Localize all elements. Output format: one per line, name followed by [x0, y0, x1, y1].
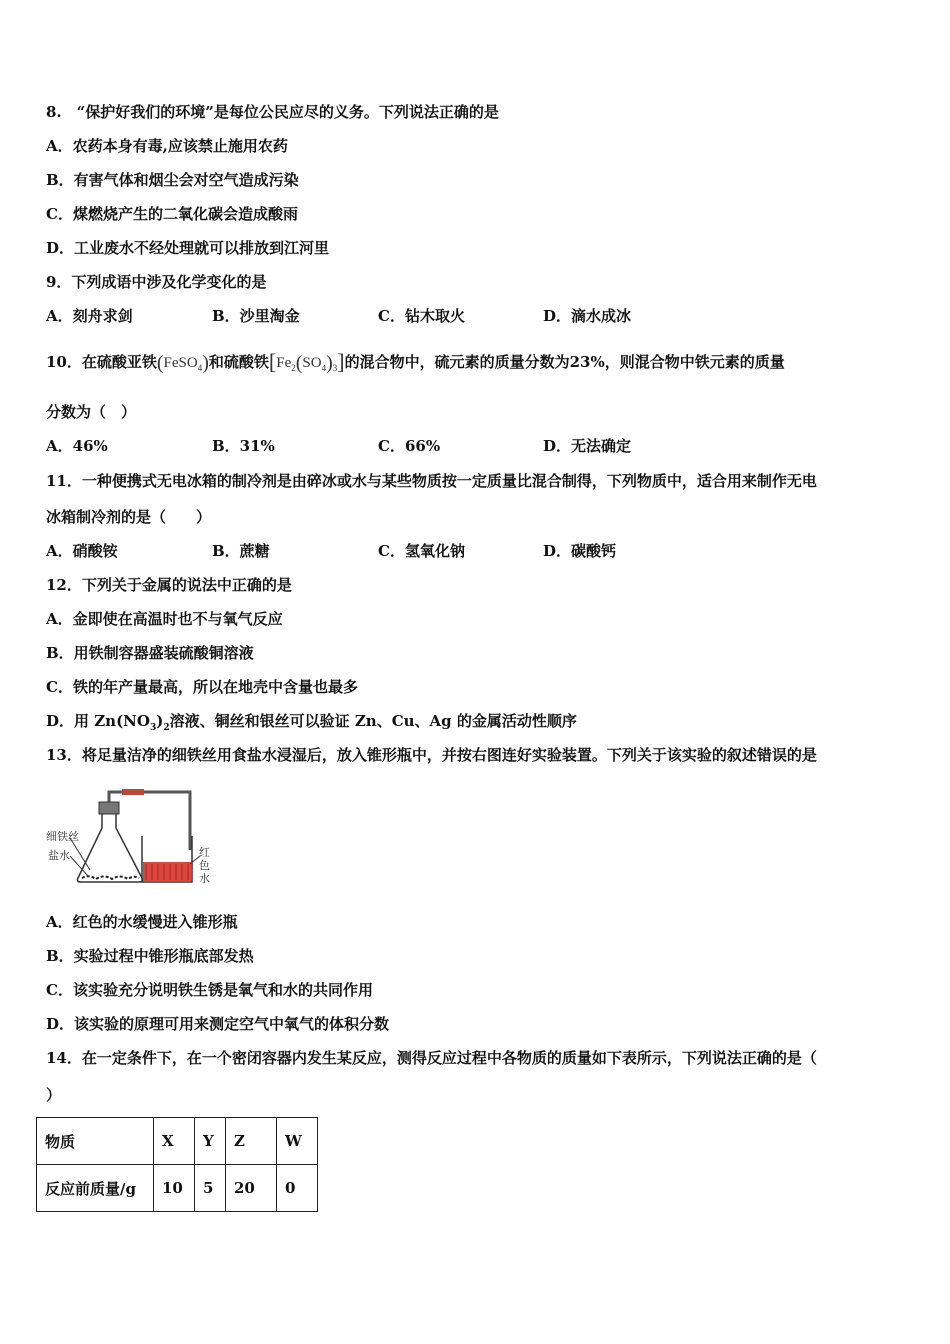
q14-stem-a: 14．在一定条件下，在一个密闭容器内发生某反应，测得反应过程中各物质的质量如下表所示，下列说法正确的是（ [46, 1049, 817, 1067]
salt-leader [70, 856, 88, 876]
q10-stem-d: 分数为（ ） [46, 403, 137, 421]
table-cell: 0 [277, 1165, 318, 1212]
q10-stem-b: 和硫酸铁 [208, 353, 269, 371]
label-red-3: 水 [199, 872, 210, 885]
table-cell: 10 [154, 1165, 195, 1212]
q9-stem: 9．下列成语中涉及化学变化的是 [46, 273, 267, 291]
label-iron-wire: 细铁丝 [46, 830, 79, 843]
q9-option-b: B．沙里淘金 [212, 307, 300, 325]
q10-stem-c: 的混合物中，硫元素的质量分数为23%，则混合物中铁元素的质量 [344, 353, 785, 371]
q10-stem-a: 10．在硫酸亚铁 [46, 353, 157, 371]
stopper [99, 802, 119, 814]
q10-option-b: B．31% [212, 437, 275, 455]
q14-stem-b: ） [46, 1086, 62, 1104]
q10-formula-feso4: (FeSO$_4$) [156, 352, 209, 374]
label-salt-water: 盐水 [48, 849, 70, 862]
q8-option-c: C．煤燃烧产生的二氧化碳会造成酸雨 [46, 205, 298, 223]
q8-stem: 8. “保护好我们的环境”是每位公民应尽的义务。下列说法正确的是 [46, 103, 499, 121]
table-header-cell: Y [195, 1118, 226, 1165]
connecting-tube [109, 792, 190, 850]
q10-option-d: D．无法确定 [543, 437, 632, 455]
table-header-cell: 物质 [37, 1118, 154, 1165]
q12-stem: 12．下列关于金属的说法中正确的是 [46, 576, 292, 594]
q12-option-a: A．金即使在高温时也不与氧气反应 [46, 610, 283, 628]
q11-option-b: B．蔗糖 [212, 542, 270, 560]
rust-experiment-diagram [44, 780, 219, 890]
q13-option-b: B．实验过程中锥形瓶底部发热 [46, 947, 254, 965]
table-cell: 反应前质量/g [37, 1165, 154, 1212]
q9-option-c: C．钻木取火 [378, 307, 465, 325]
q8-option-b: B．有害气体和烟尘会对空气造成污染 [46, 171, 299, 189]
q13-stem: 13．将足量洁净的细铁丝用食盐水浸湿后，放入锥形瓶中，并按右图连好实验装置。下列关于该实验的叙述错误的是 [46, 746, 817, 764]
q13-option-a: A．红色的水缓慢进入锥形瓶 [46, 913, 238, 931]
table-row [37, 1118, 318, 1165]
table-row [37, 1165, 318, 1212]
q9-option-a: A．刻舟求剑 [46, 307, 133, 325]
label-red-1: 红 [199, 846, 210, 859]
q12-option-b: B．用铁制容器盛装硫酸铜溶液 [46, 644, 254, 662]
tube-joint [122, 789, 144, 795]
q11-option-a: A．硝酸铵 [46, 542, 118, 560]
q13-option-c: C．该实验充分说明铁生锈是氧气和水的共同作用 [46, 981, 373, 999]
table-cell: 5 [195, 1165, 226, 1212]
red-water [143, 862, 191, 881]
q11-stem-a: 11．一种便携式无电冰箱的制冷剂是由碎冰或水与某些物质按一定质量比混合制得，下列物质中，适合用来制作无电 [46, 472, 817, 490]
table-header-cell: X [154, 1118, 195, 1165]
table-header-cell: W [277, 1118, 318, 1165]
label-red-2: 色 [199, 859, 210, 872]
q10-option-c: C．66% [378, 437, 441, 455]
conical-flask [77, 814, 142, 882]
q8-option-d: D．工业废水不经处理就可以排放到江河里 [46, 239, 330, 257]
iron-wire [82, 876, 139, 879]
q13-option-d: D．该实验的原理可用来测定空气中氧气的体积分数 [46, 1015, 390, 1033]
table-cell: 20 [226, 1165, 277, 1212]
table-header-cell: Z [226, 1118, 277, 1165]
mass-table [36, 1117, 318, 1212]
q11-option-d: D．碳酸钙 [543, 542, 617, 560]
q10-stem-line1 [46, 349, 785, 378]
q8-option-a: A．农药本身有毒,应该禁止施用农药 [46, 137, 288, 155]
q10-option-a: A．46% [46, 437, 108, 455]
q12-option-c: C．铁的年产量最高，所以在地壳中含量也最多 [46, 678, 358, 696]
q11-option-c: C．氢氧化钠 [378, 542, 465, 560]
q9-option-d: D．滴水成冰 [543, 307, 632, 325]
q12-option-d: D．用 $Zn(NO_3)_2$溶液、铜丝和银丝可以验证 Zn、Cu、Ag 的金属活动性顺序 [46, 712, 577, 733]
q10-formula-fe2so43: $[Fe_2(SO_4)_3]$ [268, 349, 345, 374]
q11-stem-b: 冰箱制冷剂的是（ ） [46, 508, 212, 526]
